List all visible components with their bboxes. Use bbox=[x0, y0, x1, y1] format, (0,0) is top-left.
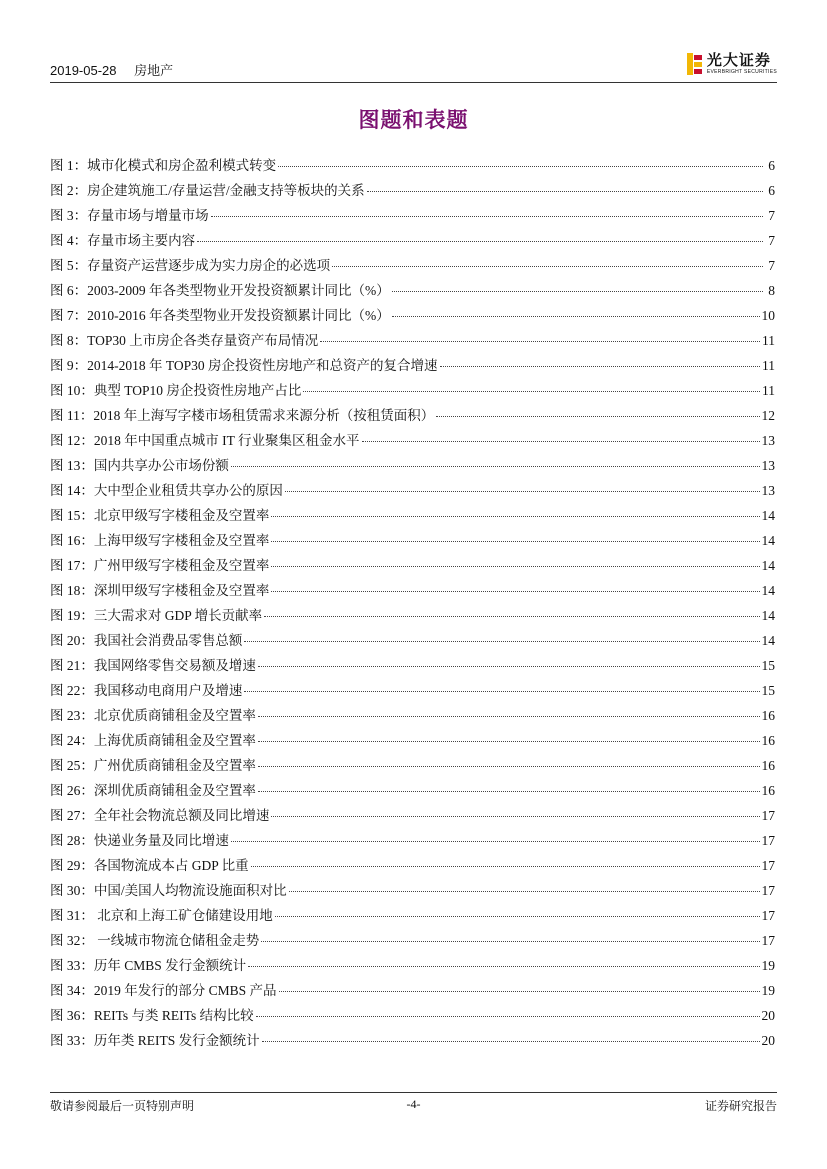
toc-entry-page[interactable]: 19 bbox=[761, 958, 775, 973]
toc-entry[interactable] bbox=[50, 629, 777, 654]
dot-leader bbox=[258, 766, 760, 767]
toc-entry-page[interactable]: 14 bbox=[761, 583, 775, 598]
toc-entry-label[interactable]: 图 33：历年类 REITS 发行金额统计 bbox=[50, 1033, 260, 1048]
toc-entry[interactable] bbox=[50, 279, 777, 304]
dot-leader bbox=[271, 516, 759, 517]
toc-entry-page[interactable]: 17 bbox=[761, 858, 775, 873]
toc-entry[interactable] bbox=[50, 354, 777, 379]
dot-leader bbox=[258, 666, 760, 667]
dot-leader bbox=[244, 641, 759, 642]
toc-entry-label[interactable]: 图 32： 一线城市物流仓储租金走势 bbox=[50, 933, 260, 948]
toc-entry-page[interactable]: 7 bbox=[768, 258, 775, 273]
toc-entry-page[interactable]: 14 bbox=[761, 608, 775, 623]
header-meta bbox=[50, 60, 187, 79]
dot-leader bbox=[231, 841, 760, 842]
toc-entry-page[interactable]: 13 bbox=[761, 458, 775, 473]
dot-leader bbox=[271, 541, 759, 542]
toc-entry-label[interactable]: 图 20：我国社会消费品零售总额 bbox=[50, 633, 243, 648]
toc-entry-page[interactable]: 13 bbox=[761, 483, 775, 498]
dot-leader bbox=[332, 266, 763, 267]
toc-entry-label[interactable]: 图 21：我国网络零售交易额及增速 bbox=[50, 658, 256, 673]
toc-entry[interactable] bbox=[50, 829, 777, 854]
toc-entry-page[interactable]: 6 bbox=[768, 183, 775, 198]
toc-entry-page[interactable]: 16 bbox=[761, 708, 775, 723]
toc-entry-page[interactable]: 17 bbox=[761, 883, 775, 898]
dot-leader bbox=[244, 691, 759, 692]
dot-leader bbox=[271, 566, 759, 567]
toc-entry-label[interactable]: 图 12：2018 年中国重点城市 IT 行业聚集区租金水平 bbox=[50, 433, 360, 448]
dot-leader bbox=[264, 616, 759, 617]
toc-entry-page[interactable]: 7 bbox=[768, 208, 775, 223]
toc-entry[interactable] bbox=[50, 929, 777, 954]
report-date: 2019-05-28 bbox=[50, 63, 117, 78]
toc-entry[interactable] bbox=[50, 179, 777, 204]
toc-entry[interactable] bbox=[50, 854, 777, 879]
sector-label: 房地产 bbox=[134, 63, 174, 78]
toc-entry[interactable] bbox=[50, 904, 777, 929]
toc-entry-label[interactable]: 图 18：深圳甲级写字楼租金及空置率 bbox=[50, 583, 270, 598]
toc-entry-page[interactable]: 17 bbox=[761, 808, 775, 823]
toc-entry-page[interactable]: 20 bbox=[761, 1008, 775, 1023]
dot-leader bbox=[278, 166, 763, 167]
toc-entry-label[interactable]: 图 17：广州甲级写字楼租金及空置率 bbox=[50, 558, 270, 573]
company-logo bbox=[687, 50, 777, 78]
toc-entry-label[interactable]: 图 28：快递业务量及同比增速 bbox=[50, 833, 229, 848]
toc-entry-page[interactable]: 7 bbox=[768, 233, 775, 248]
toc-entry-page[interactable]: 13 bbox=[761, 433, 775, 448]
toc-entry-label[interactable]: 图 2：房企建筑施工/存量运营/金融支持等板块的关系 bbox=[50, 183, 365, 198]
page-footer bbox=[50, 1097, 777, 1115]
toc-entry-page[interactable]: 8 bbox=[768, 283, 775, 298]
table-of-figures bbox=[50, 154, 777, 1054]
toc-entry[interactable] bbox=[50, 1029, 777, 1054]
toc-entry[interactable] bbox=[50, 754, 777, 779]
dot-leader bbox=[367, 191, 763, 192]
toc-entry[interactable] bbox=[50, 404, 777, 429]
toc-entry-label[interactable]: 图 26：深圳优质商铺租金及空置率 bbox=[50, 783, 256, 798]
toc-entry-label[interactable]: 图 1：城市化模式和房企盈利模式转变 bbox=[50, 158, 277, 173]
dot-leader bbox=[279, 991, 760, 992]
toc-entry-page[interactable]: 11 bbox=[762, 333, 775, 348]
toc-entry-label[interactable]: 图 14：大中型企业租赁共享办公的原因 bbox=[50, 483, 283, 498]
toc-entry-page[interactable]: 6 bbox=[768, 158, 775, 173]
page-title: 图题和表题 bbox=[358, 107, 469, 132]
toc-entry[interactable] bbox=[50, 804, 777, 829]
dot-leader bbox=[275, 916, 760, 917]
toc-entry-page[interactable]: 15 bbox=[761, 658, 775, 673]
toc-entry-page[interactable]: 15 bbox=[761, 683, 775, 698]
toc-entry-label[interactable]: 图 16：上海甲级写字楼租金及空置率 bbox=[50, 533, 270, 548]
toc-entry-label[interactable]: 图 22：我国移动电商用户及增速 bbox=[50, 683, 243, 698]
dot-leader bbox=[303, 391, 760, 392]
toc-entry-page[interactable]: 17 bbox=[761, 908, 775, 923]
toc-entry-label[interactable]: 图 27：全年社会物流总额及同比增速 bbox=[50, 808, 270, 823]
toc-entry[interactable] bbox=[50, 554, 777, 579]
toc-entry-page[interactable]: 16 bbox=[761, 758, 775, 773]
toc-entry[interactable] bbox=[50, 729, 777, 754]
toc-entry[interactable] bbox=[50, 229, 777, 254]
toc-entry-page[interactable]: 17 bbox=[761, 833, 775, 848]
dot-leader bbox=[320, 341, 760, 342]
toc-entry-label[interactable]: 图 7：2010-2016 年各类型物业开发投资额累计同比（%） bbox=[50, 308, 390, 323]
toc-entry-label[interactable]: 图 8：TOP30 上市房企各类存量资产布局情况 bbox=[50, 333, 319, 348]
toc-entry[interactable] bbox=[50, 979, 777, 1004]
dot-leader bbox=[211, 216, 763, 217]
toc-entry[interactable] bbox=[50, 254, 777, 279]
toc-entry[interactable] bbox=[50, 329, 777, 354]
disclaimer-note: 敬请参阅最后一页特别声明 bbox=[50, 1099, 195, 1113]
toc-entry-label[interactable]: 图 13：国内共享办公市场份额 bbox=[50, 458, 229, 473]
dot-leader bbox=[258, 791, 760, 792]
dot-leader bbox=[392, 316, 760, 317]
dot-leader bbox=[258, 716, 760, 717]
toc-entry[interactable] bbox=[50, 479, 777, 504]
toc-entry[interactable] bbox=[50, 654, 777, 679]
toc-entry[interactable] bbox=[50, 1004, 777, 1029]
toc-entry-label[interactable]: 图 10：典型 TOP10 房企投资性房地产占比 bbox=[50, 383, 302, 398]
toc-entry[interactable] bbox=[50, 679, 777, 704]
dot-leader bbox=[362, 441, 760, 442]
toc-entry-page[interactable]: 14 bbox=[761, 508, 775, 523]
toc-entry-label[interactable]: 图 31： 北京和上海工矿仓储建设用地 bbox=[50, 908, 273, 923]
toc-entry[interactable] bbox=[50, 779, 777, 804]
toc-entry[interactable] bbox=[50, 454, 777, 479]
toc-entry[interactable] bbox=[50, 579, 777, 604]
toc-entry-page[interactable]: 14 bbox=[761, 533, 775, 548]
toc-entry-label[interactable]: 图 25：广州优质商铺租金及空置率 bbox=[50, 758, 256, 773]
dot-leader bbox=[256, 1016, 760, 1017]
toc-entry-page[interactable]: 19 bbox=[761, 983, 775, 998]
toc-entry-page[interactable]: 16 bbox=[761, 733, 775, 748]
toc-entry-label[interactable]: 图 3：存量市场与增量市场 bbox=[50, 208, 209, 223]
toc-entry-label[interactable]: 图 5：存量资产运营逐步成为实力房企的必选项 bbox=[50, 258, 331, 273]
footer-divider bbox=[50, 1092, 777, 1093]
toc-entry-page[interactable]: 10 bbox=[761, 308, 775, 323]
dot-leader bbox=[289, 891, 760, 892]
report-type: 证券研究报告 bbox=[704, 1099, 777, 1113]
toc-entry[interactable] bbox=[50, 704, 777, 729]
page-number: -4- bbox=[406, 1097, 421, 1111]
toc-entry[interactable] bbox=[50, 604, 777, 629]
toc-entry-label[interactable]: 图 29：各国物流成本占 GDP 比重 bbox=[50, 858, 249, 873]
logo-mark-icon bbox=[687, 53, 703, 75]
dot-leader bbox=[440, 366, 760, 367]
toc-entry[interactable] bbox=[50, 504, 777, 529]
toc-entry-label[interactable]: 图 23：北京优质商铺租金及空置率 bbox=[50, 708, 256, 723]
toc-entry-label[interactable]: 图 11：2018 年上海写字楼市场租赁需求来源分析（按租赁面积） bbox=[50, 408, 435, 423]
dot-leader bbox=[261, 941, 759, 942]
dot-leader bbox=[258, 741, 760, 742]
toc-entry-page[interactable]: 17 bbox=[761, 933, 775, 948]
logo-name-en: EVERBRIGHT SECURITIES bbox=[706, 69, 777, 75]
toc-entry[interactable] bbox=[50, 429, 777, 454]
toc-entry-page[interactable]: 14 bbox=[761, 558, 775, 573]
toc-entry[interactable] bbox=[50, 154, 777, 179]
dot-leader bbox=[251, 866, 760, 867]
toc-entry-label[interactable]: 图 9：2014-2018 年 TOP30 房企投资性房地产和总资产的复合增速 bbox=[50, 358, 438, 373]
dot-leader bbox=[436, 416, 759, 417]
toc-entry[interactable] bbox=[50, 529, 777, 554]
toc-entry-page[interactable]: 20 bbox=[761, 1033, 775, 1048]
toc-entry-label[interactable]: 图 24：上海优质商铺租金及空置率 bbox=[50, 733, 256, 748]
toc-entry-label[interactable]: 图 36：REITs 与类 REITs 结构比较 bbox=[50, 1008, 254, 1023]
logo-name-cn: 光大证券 bbox=[706, 51, 771, 69]
toc-entry-page[interactable]: 14 bbox=[761, 633, 775, 648]
toc-entry-label[interactable]: 图 15：北京甲级写字楼租金及空置率 bbox=[50, 508, 270, 523]
toc-entry[interactable] bbox=[50, 879, 777, 904]
dot-leader bbox=[262, 1041, 760, 1042]
page-header bbox=[50, 51, 777, 82]
toc-entry-label[interactable]: 图 34：2019 年发行的部分 CMBS 产品 bbox=[50, 983, 277, 998]
dot-leader bbox=[285, 491, 760, 492]
toc-entry[interactable] bbox=[50, 379, 777, 404]
toc-entry-page[interactable]: 12 bbox=[761, 408, 775, 423]
toc-entry-page[interactable]: 16 bbox=[761, 783, 775, 798]
dot-leader bbox=[231, 466, 760, 467]
dot-leader bbox=[248, 966, 759, 967]
toc-entry-label[interactable]: 图 33：历年 CMBS 发行金额统计 bbox=[50, 958, 247, 973]
toc-entry[interactable] bbox=[50, 204, 777, 229]
toc-entry[interactable] bbox=[50, 954, 777, 979]
toc-entry-page[interactable]: 11 bbox=[762, 358, 775, 373]
dot-leader bbox=[392, 291, 763, 292]
header-divider bbox=[50, 82, 777, 83]
toc-entry-label[interactable]: 图 6：2003-2009 年各类型物业开发投资额累计同比（%） bbox=[50, 283, 390, 298]
dot-leader bbox=[271, 816, 759, 817]
toc-entry-label[interactable]: 图 30：中国/美国人均物流设施面积对比 bbox=[50, 883, 287, 898]
toc-entry-page[interactable]: 11 bbox=[762, 383, 775, 398]
toc-entry-label[interactable]: 图 4：存量市场主要内容 bbox=[50, 233, 196, 248]
dot-leader bbox=[197, 241, 763, 242]
toc-entry-label[interactable]: 图 19：三大需求对 GDP 增长贡献率 bbox=[50, 608, 263, 623]
dot-leader bbox=[271, 591, 759, 592]
toc-entry[interactable] bbox=[50, 304, 777, 329]
